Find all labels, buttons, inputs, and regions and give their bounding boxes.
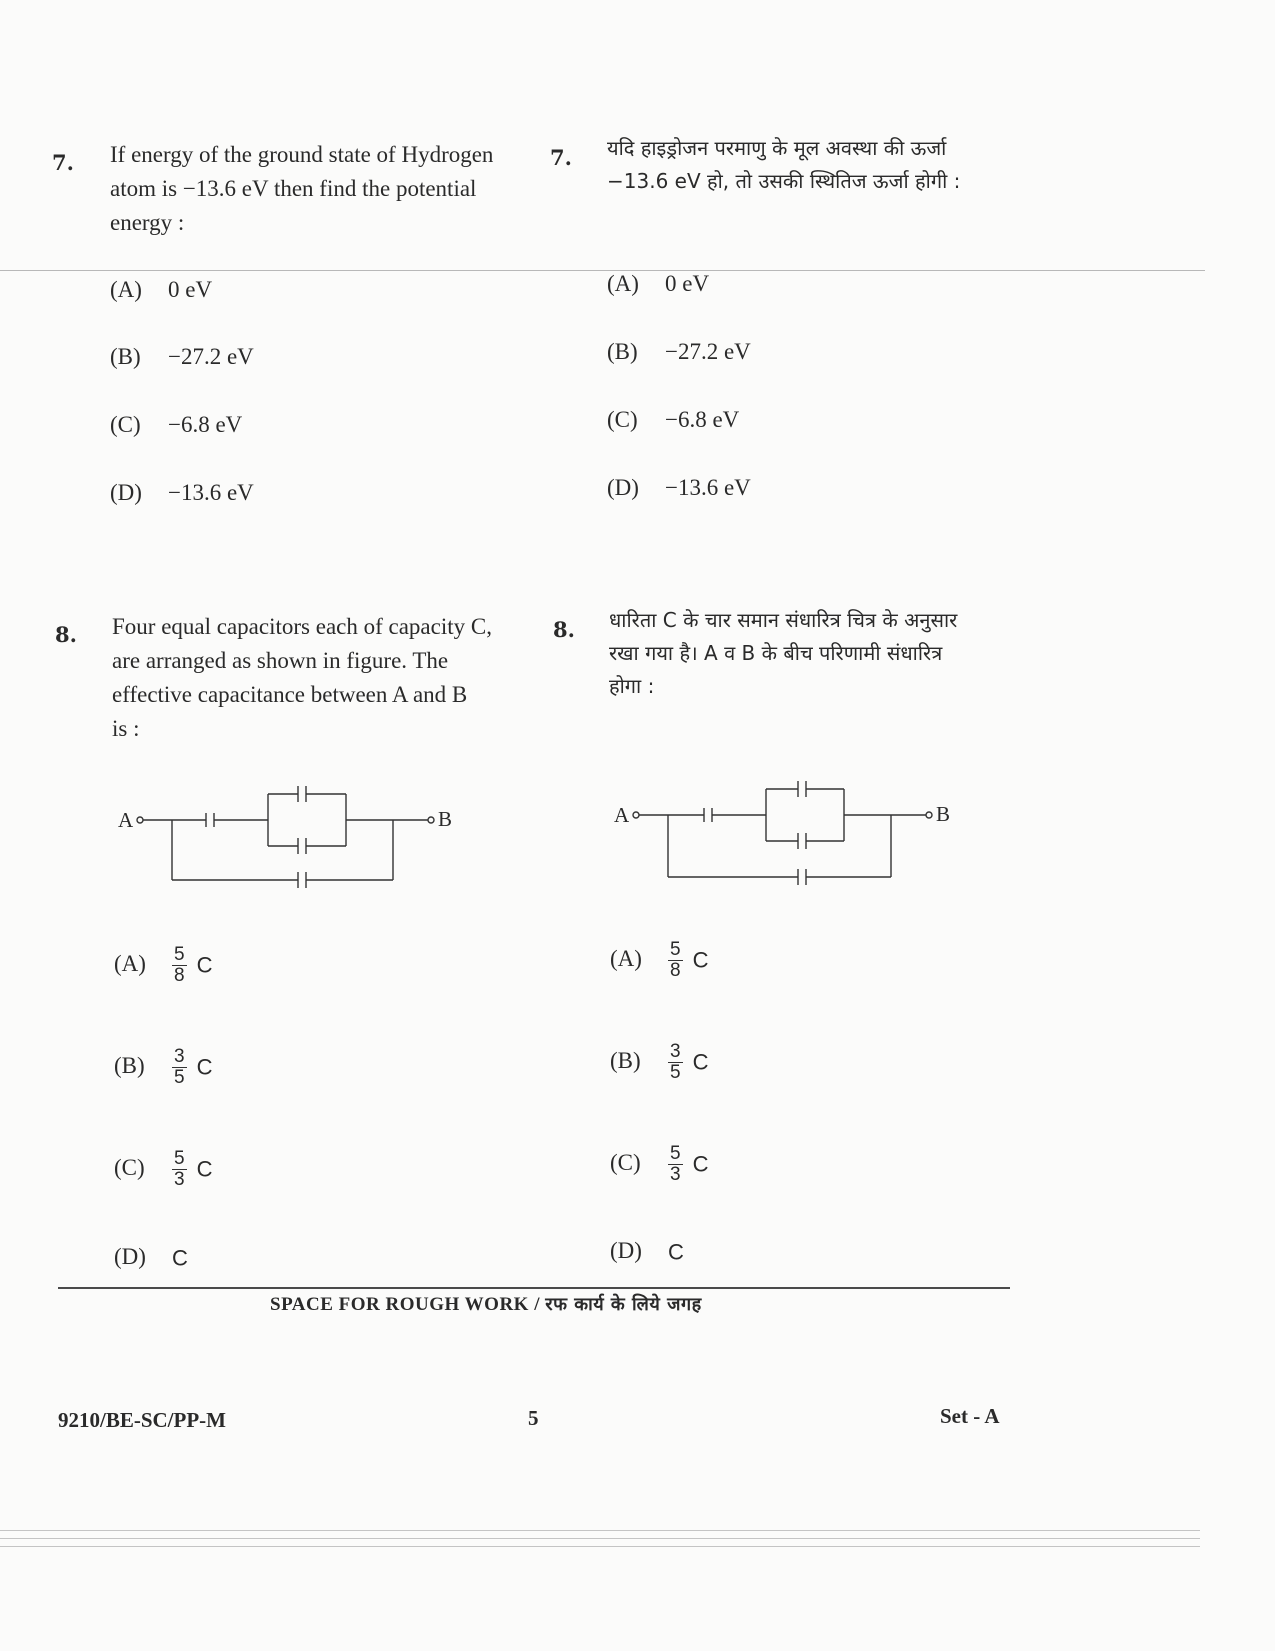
q8-number-hi: 8.	[553, 617, 575, 642]
fraction-denominator: 3	[174, 1169, 185, 1190]
option-value: −13.6 eV	[168, 480, 254, 505]
option-label: (D)	[610, 1238, 642, 1263]
scan-edge-line	[0, 1530, 1200, 1531]
q7-line: If energy of the ground state of Hydrogen	[110, 142, 494, 167]
fraction	[668, 1042, 683, 1083]
fraction-numerator: 5	[174, 944, 185, 965]
option-value: −27.2 eV	[665, 339, 751, 364]
option-label: (D)	[114, 1244, 146, 1269]
fraction-numerator: 3	[174, 1046, 185, 1067]
option-value: −6.8 eV	[168, 412, 243, 437]
option-label: (D)	[607, 475, 639, 500]
fraction	[172, 1047, 187, 1088]
q7-line: energy :	[110, 210, 185, 235]
rough-work-hi: रफ कार्य के लिये जगह	[545, 1294, 702, 1315]
option-label: (A)	[607, 271, 639, 296]
capacitance-unit: C	[692, 1049, 709, 1075]
q8-option-d-hi[interactable]	[610, 1238, 684, 1266]
q8-line-hi: धारिता C के चार समान संधारित्र चित्र के अनुसार	[609, 608, 958, 632]
q8-option-b-en[interactable]	[114, 1047, 212, 1088]
q7-number-en: 7.	[52, 150, 74, 175]
q7-option-c-hi[interactable]	[607, 407, 739, 433]
q8-line-hi: होगा :	[609, 674, 655, 698]
option-label: (C)	[114, 1154, 145, 1180]
q7-number-hi: 7.	[550, 145, 572, 170]
rough-work-rule	[58, 1287, 1010, 1289]
terminal-a-node	[137, 817, 143, 823]
rough-work-en: SPACE FOR ROUGH WORK /	[270, 1294, 546, 1315]
q7-option-b-en[interactable]	[110, 344, 254, 370]
option-label: (C)	[110, 412, 141, 437]
q7-option-a-hi[interactable]	[607, 271, 709, 297]
scan-edge-line	[0, 1538, 1200, 1539]
terminal-a-label: A	[118, 808, 134, 832]
capacitance-unit: C	[172, 1245, 188, 1271]
q8-line-hi: रखा गया है। A व B के बीच परिणामी संधारित्र	[609, 641, 943, 665]
q8-line: Four equal capacitors each of capacity C,	[112, 614, 492, 639]
q7-option-c-en[interactable]	[110, 412, 242, 438]
q8-text-hi	[609, 604, 1039, 703]
q7-option-b-hi[interactable]	[607, 339, 751, 365]
q8-option-b-hi[interactable]	[610, 1042, 708, 1083]
q7-line-hi: −13.6 eV हो, तो उसकी स्थितिज ऊर्जा होगी :	[607, 169, 961, 193]
option-value: −27.2 eV	[168, 344, 254, 369]
fraction-numerator: 5	[670, 1143, 681, 1164]
terminal-b-node	[428, 817, 434, 823]
option-label: (B)	[610, 1047, 641, 1073]
option-value: 0 eV	[665, 271, 710, 296]
option-label: (B)	[110, 344, 141, 369]
terminal-b-label: B	[936, 802, 951, 826]
q7-option-d-en[interactable]	[110, 480, 254, 506]
capacitor-circuit-diagram-en	[110, 780, 470, 890]
fraction-denominator: 8	[174, 965, 185, 986]
option-label: (C)	[610, 1149, 641, 1175]
fraction-denominator: 8	[670, 960, 681, 981]
option-value: −6.8 eV	[665, 407, 740, 432]
terminal-b-label: B	[438, 807, 453, 831]
option-label: (B)	[114, 1052, 145, 1078]
fraction-numerator: 3	[670, 1041, 681, 1062]
capacitor-circuit-diagram-hi	[608, 775, 968, 885]
fraction	[668, 1144, 683, 1185]
terminal-a-node	[633, 812, 639, 818]
scan-edge-line	[0, 1546, 1200, 1547]
capacitance-unit: C	[196, 1054, 213, 1080]
q7-option-d-hi[interactable]	[607, 475, 751, 501]
capacitance-unit: C	[668, 1239, 684, 1265]
set-label: Set - A	[940, 1404, 1000, 1428]
q8-option-a-hi[interactable]	[610, 940, 708, 981]
section-divider	[0, 270, 1205, 271]
option-label: (C)	[607, 407, 638, 432]
capacitance-unit: C	[692, 947, 709, 973]
fraction-numerator: 5	[670, 939, 681, 960]
option-value: 0 eV	[168, 277, 213, 302]
q7-option-a-en[interactable]	[110, 277, 212, 303]
option-label: (B)	[607, 339, 638, 364]
q8-option-c-en[interactable]	[114, 1149, 212, 1190]
option-label: (A)	[610, 945, 642, 971]
terminal-b-node	[926, 812, 932, 818]
option-label: (D)	[110, 480, 142, 505]
q7-line: atom is −13.6 eV then find the potential	[110, 176, 477, 201]
fraction-denominator: 5	[174, 1067, 185, 1088]
fraction	[172, 945, 187, 986]
q8-option-d-en[interactable]	[114, 1244, 188, 1272]
rough-work-caption	[270, 1292, 702, 1316]
q8-option-c-hi[interactable]	[610, 1144, 708, 1185]
q8-line: are arranged as shown in figure. The	[112, 648, 449, 673]
capacitance-unit: C	[196, 1156, 213, 1182]
capacitance-unit: C	[692, 1151, 709, 1177]
fraction	[668, 940, 683, 981]
q8-line: effective capacitance between A and B	[112, 682, 468, 707]
q8-number-en: 8.	[55, 622, 77, 647]
option-label: (A)	[114, 950, 146, 976]
q8-text-en	[112, 610, 532, 746]
q7-text-en	[110, 138, 520, 240]
q7-line-hi: यदि हाइड्रोजन परमाणु के मूल अवस्था की ऊर्जा	[607, 136, 947, 160]
paper-code: 9210/BE-SC/PP-M	[58, 1408, 226, 1432]
fraction-denominator: 3	[670, 1164, 681, 1185]
fraction-denominator: 5	[670, 1062, 681, 1083]
q7-text-hi	[607, 132, 1047, 198]
option-label: (A)	[110, 277, 142, 302]
capacitance-unit: C	[196, 952, 213, 978]
page-number: 5	[528, 1406, 539, 1430]
fraction-numerator: 5	[174, 1148, 185, 1169]
terminal-a-label: A	[614, 803, 630, 827]
q8-line: is :	[112, 716, 140, 741]
q8-option-a-en[interactable]	[114, 945, 212, 986]
option-value: −13.6 eV	[665, 475, 751, 500]
fraction	[172, 1149, 187, 1190]
